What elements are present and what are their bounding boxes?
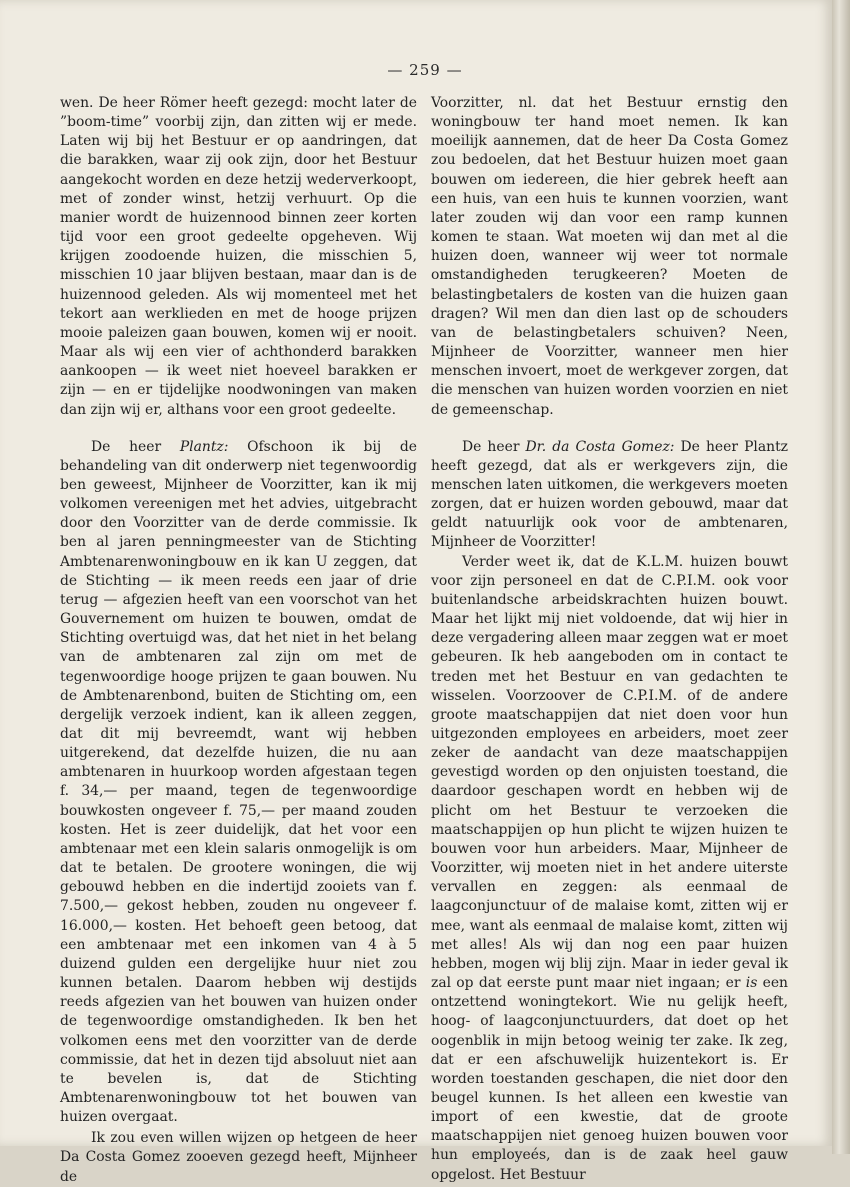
paragraph (431, 553, 788, 1185)
paragraph-text: een ontzettend woningtekort. Wie nu gelijk heeft, hoog- of laagconjunctuurders, dat doet op het oogenblik in mijn betoog weinig ter zake. Ik zeg, dat er een afschuwelijk huizentekort is. Er worden toestanden geschapen, die niet door den beugel kunnen. Is het alleen een kwestie van import of een kwestie, dat de groote maatschappijen niet genoeg huizen bouwen voor hun employeés, dan is de zaak heel gauw opgelost. Het Bestuur (431, 975, 788, 1183)
speaker-name: Plantz: (179, 438, 229, 455)
left-column (60, 94, 417, 1187)
paragraph-text: Verder weet ik, dat de K.L.M. huizen bouwt voor zijn personeel en dat de C.P.I.M. ook voor buitenlandsche arbeidskrachten huizen bouwt. Maar het lijkt mij niet voldoende, dat wij hier in deze vergadering alleen maar zeggen wat er moet gebeuren. Ik heb aangeboden om in contact te treden met het Bestuur en van gedachten te wisselen. Voorzoover de C.P.I.M. of de andere groote maatschappijen dat niet doen voor hun uitgezonden employees en arbeiders, moet zeer zeker de aandacht van deze maatschappijen gevestigd worden op den onjuisten toestand, die daardoor geschapen wordt en hebben wij de plicht om het Bestuur te verzoeken die maatschappijen op hun plicht te wijzen huizen te bouwen voor hun arbeiders. Maar, Mijnheer de Voorzitter, wij moeten niet in het andere uiterste vervallen en zeggen: als eenmaal de laagconjunctuur of de malaise komt, zitten wij er mee, want als eenmaal de malaise komt, zitten wij met alles! Als wij dan nog een paar huizen hebben, mogen wij blij zijn. Maar in ieder geval ik zal op dat eerste punt maar niet ingaan; er (431, 553, 788, 992)
paragraph: Ik zou even willen wijzen op hetgeen de heer Da Costa Gomez zooeven gezegd heeft, Mijnheer de (60, 1130, 417, 1185)
paragraph (431, 438, 788, 553)
paragraph (60, 438, 417, 1128)
speaker-prefix: De heer (91, 438, 180, 455)
paragraph-text: De heer Plantz heeft gezegd, dat als er werkgevers zijn, die menschen laten uitkomen, die werkgevers moeten zorgen, dat er huizen worden gebouwd, maar dat geldt natuurlijk ook voor de ambtenaren, Mijnheer de Voorzitter! (431, 438, 788, 551)
speaker-prefix: De heer (462, 438, 526, 455)
emphasis: is (745, 975, 758, 992)
page-number: — 259 — (387, 61, 463, 79)
page-edge (832, 0, 850, 1154)
right-column (431, 94, 788, 1185)
speaker-name: Dr. da Costa Gomez: (525, 438, 675, 455)
paragraph-text: Ofschoon ik bij de behandeling van dit onderwerp niet tegenwoordig ben geweest, Mijnheer de Voorzitter, kan ik mij volkomen vereenigen met het advies, uitgebracht door den Voorzitter van de derde commissie. Ik ben al jaren penningmeester van de Stichting Ambtenarenwoningbouw en ik kan U zeggen, dat de Stichting — ik meen reeds een jaar of drie terug — afgezien heeft van een voorschot van het Gouvernement om huizen te bouwen, omdat de Stichting overtuigd was, dat het niet in het belang van de ambtenaren zal zijn om met de tegenwoordige hooge prijzen te gaan bouwen. Nu de Ambtenarenbond, buiten de Stichting om, een dergelijk verzoek indient, kan ik alleen zeggen, dat dit mij bevreemdt, want wij hebben uitgerekend, dat dezelfde huizen, die nu aan ambtenaren in huurkoop worden afgestaan tegen f. 34,— per maand, tegen de tegenwoordige bouwkosten ongeveer f. 75,— per maand zouden kosten. Het is zeer duidelijk, dat het voor een ambtenaar met een klein salaris onmogelijk is om dat te betalen. De grootere woningen, die wij gebouwd hebben en die indertijd zooiets van f. 7.500,— gekost hebben, zouden nu ongeveer f. 16.000,— kosten. Het behoeft geen betoog, dat een ambtenaar met een inkomen van 4 à 5 duizend gulden een dergelijke huur niet zou kunnen betalen. Daarom hebben wij destijds reeds afgezien van het bouwen van huizen onder de tegenwoordige omstandigheden. Ik ben het volkomen eens met den voorzitter van de derde commissie, dat het in dezen tijd absoluut niet aan te bevelen is, dat de Stichting Ambtenarenwoningbouw tot het bouwen van huizen overgaat. (60, 438, 417, 1126)
paragraph: Voorzitter, nl. dat het Bestuur ernstig den woningbouw ter hand moet nemen. Ik kan moeilijk aannemen, dat de heer Da Costa Gomez zou bedoelen, dat het Bestuur huizen moet gaan bouwen om iedereen, die hier gebrek heeft aan een huis, van een huis te kunnen voorzien, want later zouden wij dan voor een ramp kunnen komen te staan. Wat moeten wij dan met al die huizen doen, wanneer wij weer tot normale omstandigheden terugkeeren? Moeten de belastingbetalers de kosten van die huizen gaan dragen? Wil men dan dien last op de schouders van de belastingbetalers schuiven? Neen, Mijnheer de Voorzitter, wanneer men hier menschen invoert, moet de werkgever zorgen, dat die menschen van huizen worden voorzien en niet de gemeenschap. (431, 95, 788, 418)
paragraph: wen. De heer Römer heeft gezegd: mocht later de ”boom-time” voorbij zijn, dan zitten wij er mede. Laten wij bij het Bestuur er op aandringen, dat die barakken, waar zij ook zijn, door het Bestuur aangekocht worden en deze hetzij wederverkoopt, met of zonder winst, hetzij verhuurt. Op die manier wordt de huizennood binnen zeer korten tijd voor een groot gedeelte opgeheven. Wij krijgen zoodoende huizen, die misschien 5, misschien 10 jaar blijven bestaan, maar dan is de huizennood geleden. Als wij momenteel met het tekort aan werklieden en met de hooge prijzen mooie paleizen gaan bouwen, komen wij er nooit. Maar als wij een vier of achthonderd barakken aankoopen — ik weet niet hoeveel barakken er zijn — en er tijdelijke noodwoningen van maken dan zijn wij er, althans voor een groot gedeelte. (60, 95, 417, 418)
